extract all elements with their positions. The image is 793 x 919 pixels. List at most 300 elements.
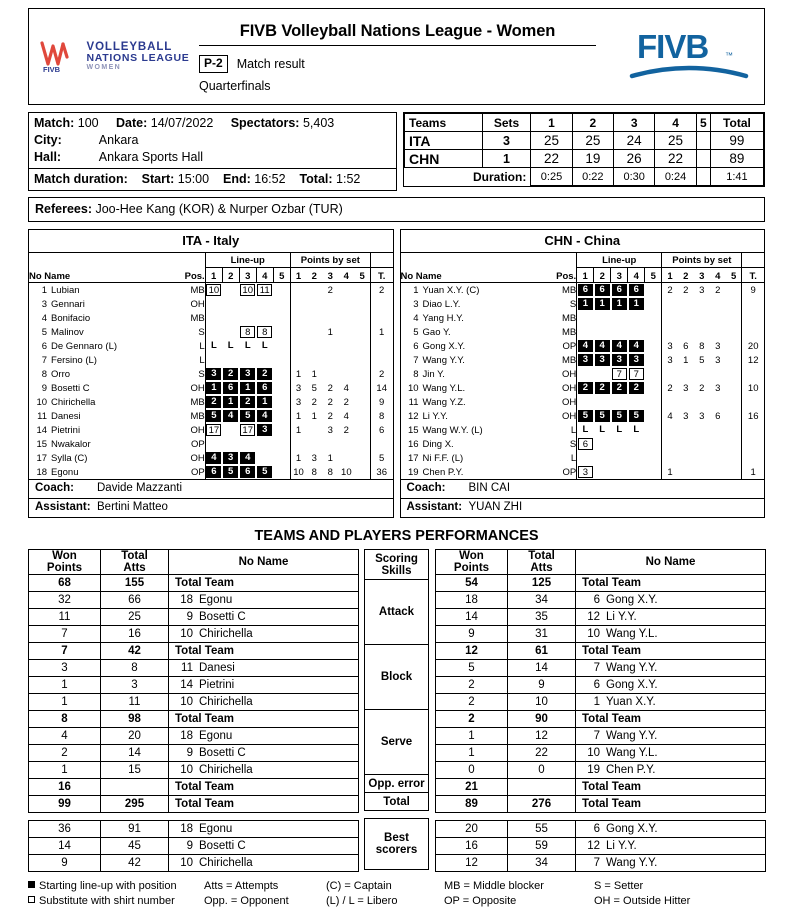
col-lineup-set-2: 2 <box>222 268 239 283</box>
open-square-icon <box>28 896 35 903</box>
start-position-cell: 1 <box>240 382 255 394</box>
start-position-cell: 4 <box>223 410 238 422</box>
player-name: Bosetti C <box>51 382 90 394</box>
won-points-value: 16 <box>436 838 508 855</box>
atts-line1: Total <box>528 550 555 562</box>
lineup-cell-set-3 <box>611 283 628 298</box>
total-atts-value: 295 <box>101 796 169 813</box>
page-title: FIVB Volleyball Nations League - Women <box>199 22 596 46</box>
start-position-cell: 2 <box>578 382 593 394</box>
start-position-cell: 2 <box>629 382 644 394</box>
start-position-cell: 1 <box>257 396 272 408</box>
col-points-set-3: 3 <box>322 268 338 283</box>
player-number: 12 <box>407 410 419 422</box>
player-position: OH <box>190 298 205 310</box>
score-col-total: Total <box>710 114 763 132</box>
libero-cell: L <box>612 424 627 436</box>
player-position: OH <box>190 452 205 464</box>
points-set-2: 1 <box>311 368 317 380</box>
score-set-4: 22 <box>655 150 696 168</box>
spacer <box>547 253 577 268</box>
won-points-value: 14 <box>436 609 508 626</box>
player-row <box>401 381 765 395</box>
lineup-cell-set-4 <box>628 283 645 298</box>
col-lineup-set-4: 4 <box>256 268 273 283</box>
player-label: 1 Yuan X.Y. <box>576 694 766 711</box>
points-set-1 <box>290 437 306 451</box>
city-label: City: <box>34 133 62 147</box>
vnl-mark-icon <box>39 40 81 74</box>
legend-captain: (C) = Captain <box>326 880 392 892</box>
points-total: 12 <box>742 353 764 367</box>
points-set-5 <box>726 283 742 298</box>
player-number: 10 <box>587 628 600 640</box>
lineup-cell-set-1 <box>577 381 594 395</box>
lineup-cell-set-4 <box>628 311 645 325</box>
duration-line <box>29 168 396 188</box>
total-atts-value <box>508 779 576 796</box>
lineup-cell-set-3 <box>611 339 628 353</box>
points-set-2 <box>678 311 694 325</box>
points-set-1: 10 <box>290 465 306 479</box>
player-position: OH <box>190 382 205 394</box>
score-set-5 <box>696 150 710 168</box>
total-atts-value: 11 <box>101 694 169 711</box>
start-position-cell: 4 <box>257 410 272 422</box>
spacer <box>435 813 765 820</box>
legend-substitute: Substitute with shirt number <box>28 894 204 909</box>
won-points-value: 32 <box>29 592 101 609</box>
lineup-cell-set-4 <box>628 297 645 311</box>
player-position: MB <box>561 354 577 366</box>
lineup-cell-set-3 <box>611 353 628 367</box>
performance-row <box>436 592 766 609</box>
won-points-value: 2 <box>436 677 508 694</box>
points-set-2 <box>678 395 694 409</box>
performance-row <box>29 677 359 694</box>
lineup-cell-set-1 <box>577 451 594 465</box>
lineup-cell-set-2 <box>222 409 239 423</box>
player-position: OP <box>190 438 205 450</box>
assistant-label: Assistant: <box>35 501 91 513</box>
points-set-3: 3 <box>699 410 705 422</box>
player-number: 7 <box>413 354 419 366</box>
player-number: 11 <box>181 662 193 674</box>
lineup-cell-set-5 <box>645 409 662 423</box>
points-set-4 <box>338 367 354 381</box>
points-set-4 <box>710 451 726 465</box>
lineup-cell-set-2 <box>594 437 611 451</box>
team-sheets <box>28 229 765 518</box>
points-set-1: 4 <box>662 409 678 423</box>
points-set-1 <box>662 297 678 311</box>
points-set-3 <box>322 353 338 367</box>
lineup-cell-set-4 <box>256 437 273 451</box>
player-label: 18 Egonu <box>169 821 359 838</box>
points-set-4: 4 <box>343 410 349 422</box>
score-col-3: 3 <box>614 114 655 132</box>
performance-row <box>436 643 766 660</box>
start-position-cell: 3 <box>240 368 255 380</box>
player-row <box>29 437 393 451</box>
legend-libero: (L) / L = Libero <box>326 895 398 907</box>
performances-title: TEAMS AND PLAYERS PERFORMANCES <box>254 528 539 544</box>
best-scorer-row <box>436 821 766 838</box>
start-position-cell: 3 <box>578 354 593 366</box>
substitute-cell: 7 <box>629 368 644 380</box>
start-position-cell: 6 <box>612 284 627 296</box>
player-number: 14 <box>36 424 48 436</box>
points-set-3: 3 <box>327 424 333 436</box>
player-label: Total Team <box>169 711 359 728</box>
score-total: 99 <box>710 132 763 150</box>
points-set-1 <box>662 423 678 437</box>
points-set-4 <box>710 465 726 479</box>
skills-line1: Scoring <box>375 552 418 565</box>
player-row <box>29 297 393 311</box>
lineup-cell-set-4 <box>256 423 273 437</box>
total-atts-value: 91 <box>101 821 169 838</box>
player-number: 8 <box>41 368 48 380</box>
total-atts-value: 42 <box>101 643 169 660</box>
roster-table <box>401 253 765 479</box>
player-name: Gao Y. <box>422 326 451 338</box>
won-points-value: 1 <box>436 728 508 745</box>
col-won-points <box>29 550 101 575</box>
score-set-1: 22 <box>531 150 572 168</box>
scoring-skills-header <box>365 550 429 580</box>
player-position: L <box>199 354 205 366</box>
lineup-cell-set-5 <box>645 339 662 353</box>
lineup-cell-set-2 <box>222 423 239 437</box>
player-name: Chen P.Y. <box>422 466 464 478</box>
points-total: 16 <box>742 409 764 423</box>
player-label: 12 Li Y.Y. <box>576 609 766 626</box>
spacer <box>401 253 547 268</box>
player-position: L <box>199 340 205 352</box>
legend-oh: OH = Outside Hitter <box>594 895 691 907</box>
player-label: Total Team <box>576 643 766 660</box>
lineup-cell-set-5 <box>273 381 290 395</box>
lineup-cell-set-5 <box>645 423 662 437</box>
player-row <box>29 465 393 479</box>
atts-line1: Total <box>121 550 148 562</box>
lineup-cell-set-1 <box>577 353 594 367</box>
lineup-cell-set-3 <box>611 367 628 381</box>
lineup-cell-set-3 <box>611 437 628 451</box>
performance-row <box>436 728 766 745</box>
player-number: 14 <box>180 679 193 691</box>
col-points-set-2: 2 <box>306 268 322 283</box>
performance-row <box>436 711 766 728</box>
player-label: 10 Wang Y.L. <box>576 745 766 762</box>
player-number: 5 <box>41 326 48 338</box>
lineup-cell-set-4 <box>628 353 645 367</box>
points-set-1 <box>290 311 306 325</box>
coach-name: Davide Mazzanti <box>97 482 183 494</box>
referees-label: Referees: <box>35 202 92 216</box>
total-value: 1:52 <box>336 172 361 186</box>
col-pos: Pos. <box>547 268 577 283</box>
player-name: Yang H.Y. <box>422 312 464 324</box>
player-label: Total Team <box>169 575 359 592</box>
lineup-cell-set-3 <box>239 367 256 381</box>
legend-col-4 <box>444 879 594 909</box>
points-set-2: 3 <box>311 452 317 464</box>
lineup-cell-set-3 <box>611 423 628 437</box>
total-atts-value <box>101 779 169 796</box>
player-position: OP <box>562 340 577 352</box>
points-set-1 <box>662 311 678 325</box>
team-sheet-ita <box>28 229 394 518</box>
points-set-1 <box>290 297 306 311</box>
points-set-1 <box>290 325 306 339</box>
performance-row <box>29 796 359 813</box>
points-set-5 <box>354 423 370 437</box>
lineup-cell-set-5 <box>273 297 290 311</box>
points-set-1 <box>290 283 306 298</box>
player-position: MB <box>190 410 205 422</box>
best-scorers-label-row <box>365 819 429 870</box>
points-total: 8 <box>370 409 392 423</box>
col-total-atts <box>508 550 576 575</box>
lineup-cell-set-4 <box>256 283 273 298</box>
player-row <box>401 311 765 325</box>
lineup-cell-set-1 <box>205 353 222 367</box>
best-scorers-table-right <box>435 820 766 872</box>
start-position-cell: 2 <box>206 396 221 408</box>
col-lineup-set-1: 1 <box>577 268 594 283</box>
team-sheet-chn <box>400 229 766 518</box>
player-number: 9 <box>186 840 193 852</box>
date-label: Date: <box>116 116 148 130</box>
player-name: De Gennaro (L) <box>51 340 118 352</box>
points-set-3 <box>694 437 710 451</box>
player-row <box>29 451 393 465</box>
start-position-cell: 1 <box>578 298 593 310</box>
lineup-cell-set-1 <box>577 283 594 298</box>
set-duration-4: 0:24 <box>655 168 696 186</box>
legend-col-3 <box>326 879 444 909</box>
lineup-cell-set-2 <box>594 367 611 381</box>
lineup-cell-set-3 <box>239 311 256 325</box>
substitute-cell: 17 <box>240 424 255 436</box>
points-set-3 <box>322 297 338 311</box>
points-total: 2 <box>370 367 392 381</box>
match-info-row <box>28 112 765 191</box>
performance-row <box>436 745 766 762</box>
player-position: S <box>569 298 577 310</box>
player-number: 12 <box>587 611 600 623</box>
lineup-cell-set-4 <box>628 339 645 353</box>
duration-total: 1:41 <box>710 168 763 186</box>
start-position-cell: 6 <box>240 466 255 478</box>
start-position-cell: 4 <box>612 340 627 352</box>
lineup-cell-set-4 <box>628 395 645 409</box>
points-set-4 <box>338 437 354 451</box>
lineup-cell-set-5 <box>645 367 662 381</box>
points-set-5 <box>726 311 742 325</box>
performance-row <box>29 575 359 592</box>
player-number: 12 <box>587 840 600 852</box>
player-number: 10 <box>180 696 193 708</box>
player-position: OP <box>562 466 577 478</box>
player-label: 7 Wang Y.Y. <box>576 660 766 677</box>
atts-line2: Atts <box>530 562 553 574</box>
player-number: 9 <box>41 382 48 394</box>
col-total: T. <box>742 268 764 283</box>
points-set-3: 2 <box>327 382 333 394</box>
points-total: 6 <box>370 423 392 437</box>
player-label: 19 Chen P.Y. <box>576 762 766 779</box>
roster-group-header <box>401 253 765 268</box>
won-points-value: 1 <box>29 694 101 711</box>
start-position-cell: 2 <box>240 396 255 408</box>
player-label: 10 Chirichella <box>169 762 359 779</box>
lineup-cell-set-2 <box>594 325 611 339</box>
player-number: 18 <box>36 466 48 478</box>
performances-right <box>435 549 765 872</box>
player-label: Total Team <box>576 711 766 728</box>
spectators-label: Spectators: <box>230 116 300 130</box>
lineup-cell-set-5 <box>645 325 662 339</box>
total-atts-value: 66 <box>101 592 169 609</box>
player-number: 18 <box>180 730 193 742</box>
libero-cell: L <box>629 424 644 436</box>
atts-line2: Atts <box>123 562 146 574</box>
player-label: 7 Wang Y.Y. <box>576 855 766 872</box>
points-set-2 <box>306 297 322 311</box>
lineup-cell-set-3 <box>239 283 256 298</box>
score-set-2: 25 <box>572 132 613 150</box>
total-atts-value: 55 <box>508 821 576 838</box>
lineup-cell-set-5 <box>645 311 662 325</box>
points-set-4: 2 <box>715 284 721 296</box>
player-row <box>401 423 765 437</box>
player-number: 6 <box>593 594 600 606</box>
player-number: 4 <box>41 312 48 324</box>
lineup-cell-set-2 <box>222 465 239 479</box>
points-set-5 <box>354 465 370 479</box>
lineup-cell-set-5 <box>273 437 290 451</box>
won-points-value: 8 <box>29 711 101 728</box>
lineup-cell-set-4 <box>256 395 273 409</box>
player-name: Wang W.Y. (L) <box>422 424 483 436</box>
match-value: 100 <box>77 116 99 130</box>
total-atts-value: 42 <box>101 855 169 872</box>
points-set-2 <box>306 437 322 451</box>
player-number: 6 <box>41 340 48 352</box>
score-row <box>405 150 764 168</box>
spectators-value: 5,403 <box>302 116 335 130</box>
player-label: 12 Li Y.Y. <box>576 838 766 855</box>
set-duration-1: 0:25 <box>531 168 572 186</box>
start-position-cell: 5 <box>612 410 627 422</box>
lineup-cell-set-3 <box>239 451 256 465</box>
col-lineup-set-5: 5 <box>273 268 290 283</box>
start-position-cell: 6 <box>223 382 238 394</box>
player-number: 1 <box>593 696 600 708</box>
points-total: 5 <box>370 451 392 465</box>
points-set-3 <box>694 325 710 339</box>
lineup-cell-set-5 <box>645 451 662 465</box>
total-atts-value: 90 <box>508 711 576 728</box>
start-position-cell: 3 <box>612 354 627 366</box>
won-points-value: 14 <box>29 838 101 855</box>
col-points-set-3: 3 <box>694 268 710 283</box>
lineup-cell-set-3 <box>239 409 256 423</box>
points-set-4 <box>338 353 354 367</box>
vnl-line2: NATIONS LEAGUE <box>86 52 190 65</box>
won-points-value: 2 <box>436 711 508 728</box>
skill-attack: Attack <box>365 580 429 645</box>
performance-row <box>29 609 359 626</box>
points-set-4 <box>710 311 726 325</box>
points-set-1: 1 <box>662 465 678 479</box>
player-position: OH <box>561 410 577 422</box>
points-set-5 <box>726 451 742 465</box>
score-table <box>404 113 764 186</box>
performance-header-row <box>29 550 359 575</box>
lineup-group-header: Line-up <box>577 253 662 268</box>
performance-row <box>29 626 359 643</box>
vnl-line3: WOMEN <box>86 64 122 72</box>
points-set-4: 4 <box>343 382 349 394</box>
performance-row <box>436 677 766 694</box>
player-number: 9 <box>186 611 193 623</box>
lineup-cell-set-4 <box>628 423 645 437</box>
lineup-group-header: Line-up <box>205 253 290 268</box>
col-total: T. <box>370 268 392 283</box>
player-row <box>401 353 765 367</box>
col-points-set-4: 4 <box>338 268 354 283</box>
lineup-cell-set-1 <box>205 409 222 423</box>
best-scorer-row <box>29 821 359 838</box>
svg-text:FIVB: FIVB <box>637 28 709 65</box>
points-set-4: 2 <box>343 424 349 436</box>
points-total <box>742 395 764 409</box>
performance-row <box>29 592 359 609</box>
player-label: 18 Egonu <box>169 592 359 609</box>
legend-col-1 <box>28 879 204 909</box>
won-points-value: 12 <box>436 855 508 872</box>
match-label: Match: <box>34 116 75 130</box>
lineup-cell-set-2 <box>594 381 611 395</box>
player-label: 9 Bosetti C <box>169 745 359 762</box>
start-position-cell: 3 <box>257 424 272 436</box>
lineup-cell-set-2 <box>222 437 239 451</box>
points-set-2 <box>306 311 322 325</box>
player-position: L <box>570 452 577 464</box>
points-set-5 <box>726 353 742 367</box>
col-won-points <box>436 550 508 575</box>
lineup-cell-set-1 <box>205 465 222 479</box>
won-points-value: 16 <box>29 779 101 796</box>
lineup-cell-set-2 <box>222 283 239 298</box>
points-set-5 <box>726 423 742 437</box>
player-label: 6 Gong X.Y. <box>576 592 766 609</box>
player-row <box>29 311 393 325</box>
start-position-cell: 6 <box>206 466 221 478</box>
col-no-name: No Name <box>29 268 175 283</box>
points-total <box>742 325 764 339</box>
lineup-cell-set-1 <box>205 325 222 339</box>
player-row <box>401 297 765 311</box>
libero-cell: L <box>595 424 610 436</box>
points-set-2 <box>678 367 694 381</box>
best-scorers-table-left <box>28 820 359 872</box>
skill-row <box>365 775 429 793</box>
